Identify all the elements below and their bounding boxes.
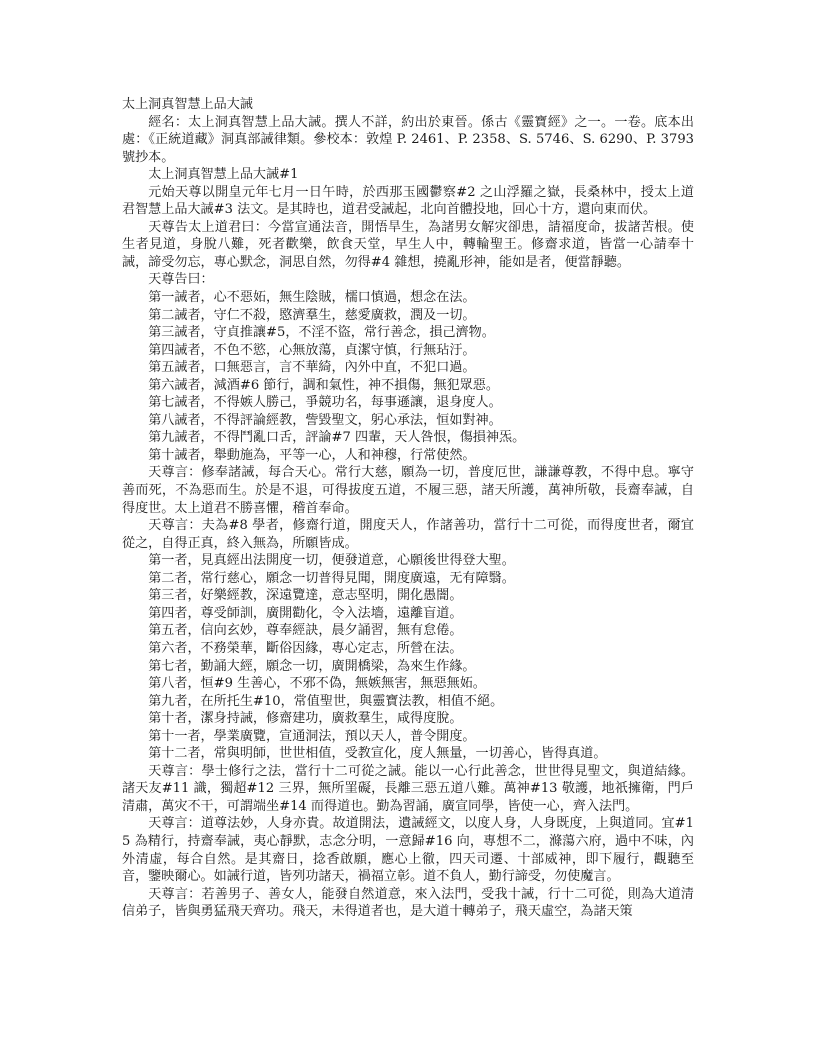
twelve-item: 第十二者，常與明師，世世相值，受教宣化，度人無量，一切善心，皆得真道。: [148, 746, 607, 762]
tianzun-declares: 天尊告曰：: [148, 272, 214, 288]
precept-item: 第九誡者，不得鬥亂口舌，評論#7 四輩，天人咎恨，傷損神炁。: [148, 430, 526, 446]
precept-item: 第五誡者，口無惡言，言不華綺，內外中直，不犯口過。: [148, 360, 476, 376]
scripture-title: 太上洞真智慧上品大誡#1: [148, 167, 299, 183]
tianzun-address-daojun: 天尊告太上道君曰：今當宣通法音，開悟旱生，為諸男女解灾卻患，請福度命，拔諸苦根。使生者見道，身脫八難，死者歡樂，飲食天堂，早生人中，轉輪聖王。修齋求道，皆當一心請奉十誡，諦受勿忘，專心默念，洞思自然，勿得#4 雜想，撓亂形神，能如是者，便當靜聽。: [122, 219, 694, 270]
precept-item: 第七誡者，不得嫉人勝己，爭競功名，每事遜讓，退身度人。: [148, 395, 502, 411]
twelve-item: 第三者，好樂經教，深遠覽達，意志堅明，開化愚闇。: [148, 588, 463, 604]
twelve-item: 第四者，尊受師訓，廣開勸化，令入法墻，遠離盲道。: [148, 605, 463, 621]
precept-item: 第二誡者，守仁不殺，愍濟羣生，慈愛廣救，潤及一切。: [148, 307, 476, 323]
precept-item: 第一誡者，心不惡妬，無生陰賊，檽口慎過，想念在法。: [148, 290, 476, 306]
twelve-item: 第八者，恒#9 生善心，不邪不偽，無嫉無害，無惡無妬。: [148, 676, 486, 692]
twelve-item: 第七者，勤誦大經，願念一切，廣開橋梁，為來生作緣。: [148, 658, 476, 674]
twelve-item: 第二者，常行慈心，願念一切普得見聞，開度廣遠，无有障翳。: [148, 570, 515, 586]
tianzun-exhortation-precepts: 天尊言：修奉諸誡，每合天心。常行大慈，願為一切，普度厄世，謙謙尊教，不得中息。寧守善而死，不為惡而生。於是不退，可得拔度五道，不履三惡，諸天所護，萬神所敬，長齋奉誡，自得度世。太上道君不勝喜懼，稽首奉命。: [122, 465, 694, 516]
precept-item: 第四誡者，不色不慾，心無放蕩，貞潔守慎，行無玷汙。: [148, 342, 476, 358]
document-text-body: [122, 96, 694, 921]
twelve-item: 第六者，不務榮華，斷俗因緣，專心定志，所營在法。: [148, 640, 463, 656]
tianzun-dao-venerable: 天尊言：道尊法妙，人身亦貴。故道開法，遺誡經文，以度人身，人身既度，上與道同。宜#15 為精行，持齋奉誡，夷心靜默，志念分明，一意歸#16 向，專想不二，滌蕩六府，過中不味，內外清虛，每合自然。是其齋日，捻香啟願，應心上徹，四天司遷、十部威神，即下履行，觀聽至音，鑒映爾心。如誡行道，皆列功諸天，禍福立彰。道不負人，勤行諦受，勿使魔言。: [122, 816, 694, 885]
twelve-item: 第十者，潔身持誡，修齋建功，廣救羣生，咸得度脫。: [148, 711, 463, 727]
document-heading: 太上洞真智慧上品大誡: [122, 97, 253, 112]
precept-item: 第六誡者，減酒#6 節行，調和氣性，神不損傷，無犯眾惡。: [148, 377, 499, 393]
twelve-item: 第一者，見真經出法開度一切，便發道意，心願後世得登大聖。: [148, 553, 515, 569]
twelve-item: 第九者，在所托生#10，常值聖世，與靈寶法教，相值不絕。: [148, 693, 504, 709]
opening-narrative: 元始天尊以開皇元年七月一日午時，於西那玉國鬱察#2 之山浮羅之嶽，長桑林中，授太上道君智慧上品大誡#3 法文。是其時也，道君受誡起，北向首體投地，回心十方，還向東而伏。: [122, 184, 694, 218]
precept-item: 第八誡者，不得評論經教，訾毀聖文，躬心承法，恒如對神。: [148, 412, 502, 428]
bibliographic-note: 經名：太上洞真智慧上品大誡。撰人不詳，約出於東晉。係古《靈寶經》之一。一卷。底本出處：《正統道藏》洞真部誡律類。參校本：敦煌 P. 2461、P. 2358、S. 5746、S. 6290、P. 3793 號抄本。: [122, 114, 694, 165]
precept-item: 第十誡者，舉動施為，平等一心，人和神穆，行常使然。: [148, 447, 476, 463]
twelve-item: 第十一者，學業廣覽，宣通洞法，預以天人，普令開度。: [148, 728, 476, 744]
twelve-item: 第五者，信向玄妙，尊奉經訣，晨夕誦習，無有怠倦。: [148, 623, 463, 639]
precept-item: 第三誡者，守貞推讓#5，不淫不盜，常行善念，損己濟物。: [148, 325, 495, 341]
tianzun-good-men-women: 天尊言：若善男子、善女人，能發自然道意，來入法門，受我十誡，行十二可從，則為大道清信弟子，皆與勇猛飛天齊功。飛天，未得道者也，是大道十轉弟子，飛天虛空，為諸天策: [122, 886, 694, 920]
tianzun-twelve-intro: 天尊言：夫為#8 學者，修齋行道，開度天人，作諸善功，當行十二可從，而得度世者，爾宜從之，自得正真，終入無為，所願皆成。: [122, 518, 694, 551]
tianzun-scholar-method: 天尊言：學士修行之法，當行十二可從之誡。能以一心行此善念，世世得見聖文，與道結緣。諸天友#11 識，獨超#12 三界，無所罣礙，長離三惡五道八難。萬神#13 敬護，地祇擁衛，門戶清肅，萬灾不干，可謂端坐#14 而得道也。勤為習誦，廣宣同學，皆使一心，齊入法門。: [122, 763, 694, 814]
